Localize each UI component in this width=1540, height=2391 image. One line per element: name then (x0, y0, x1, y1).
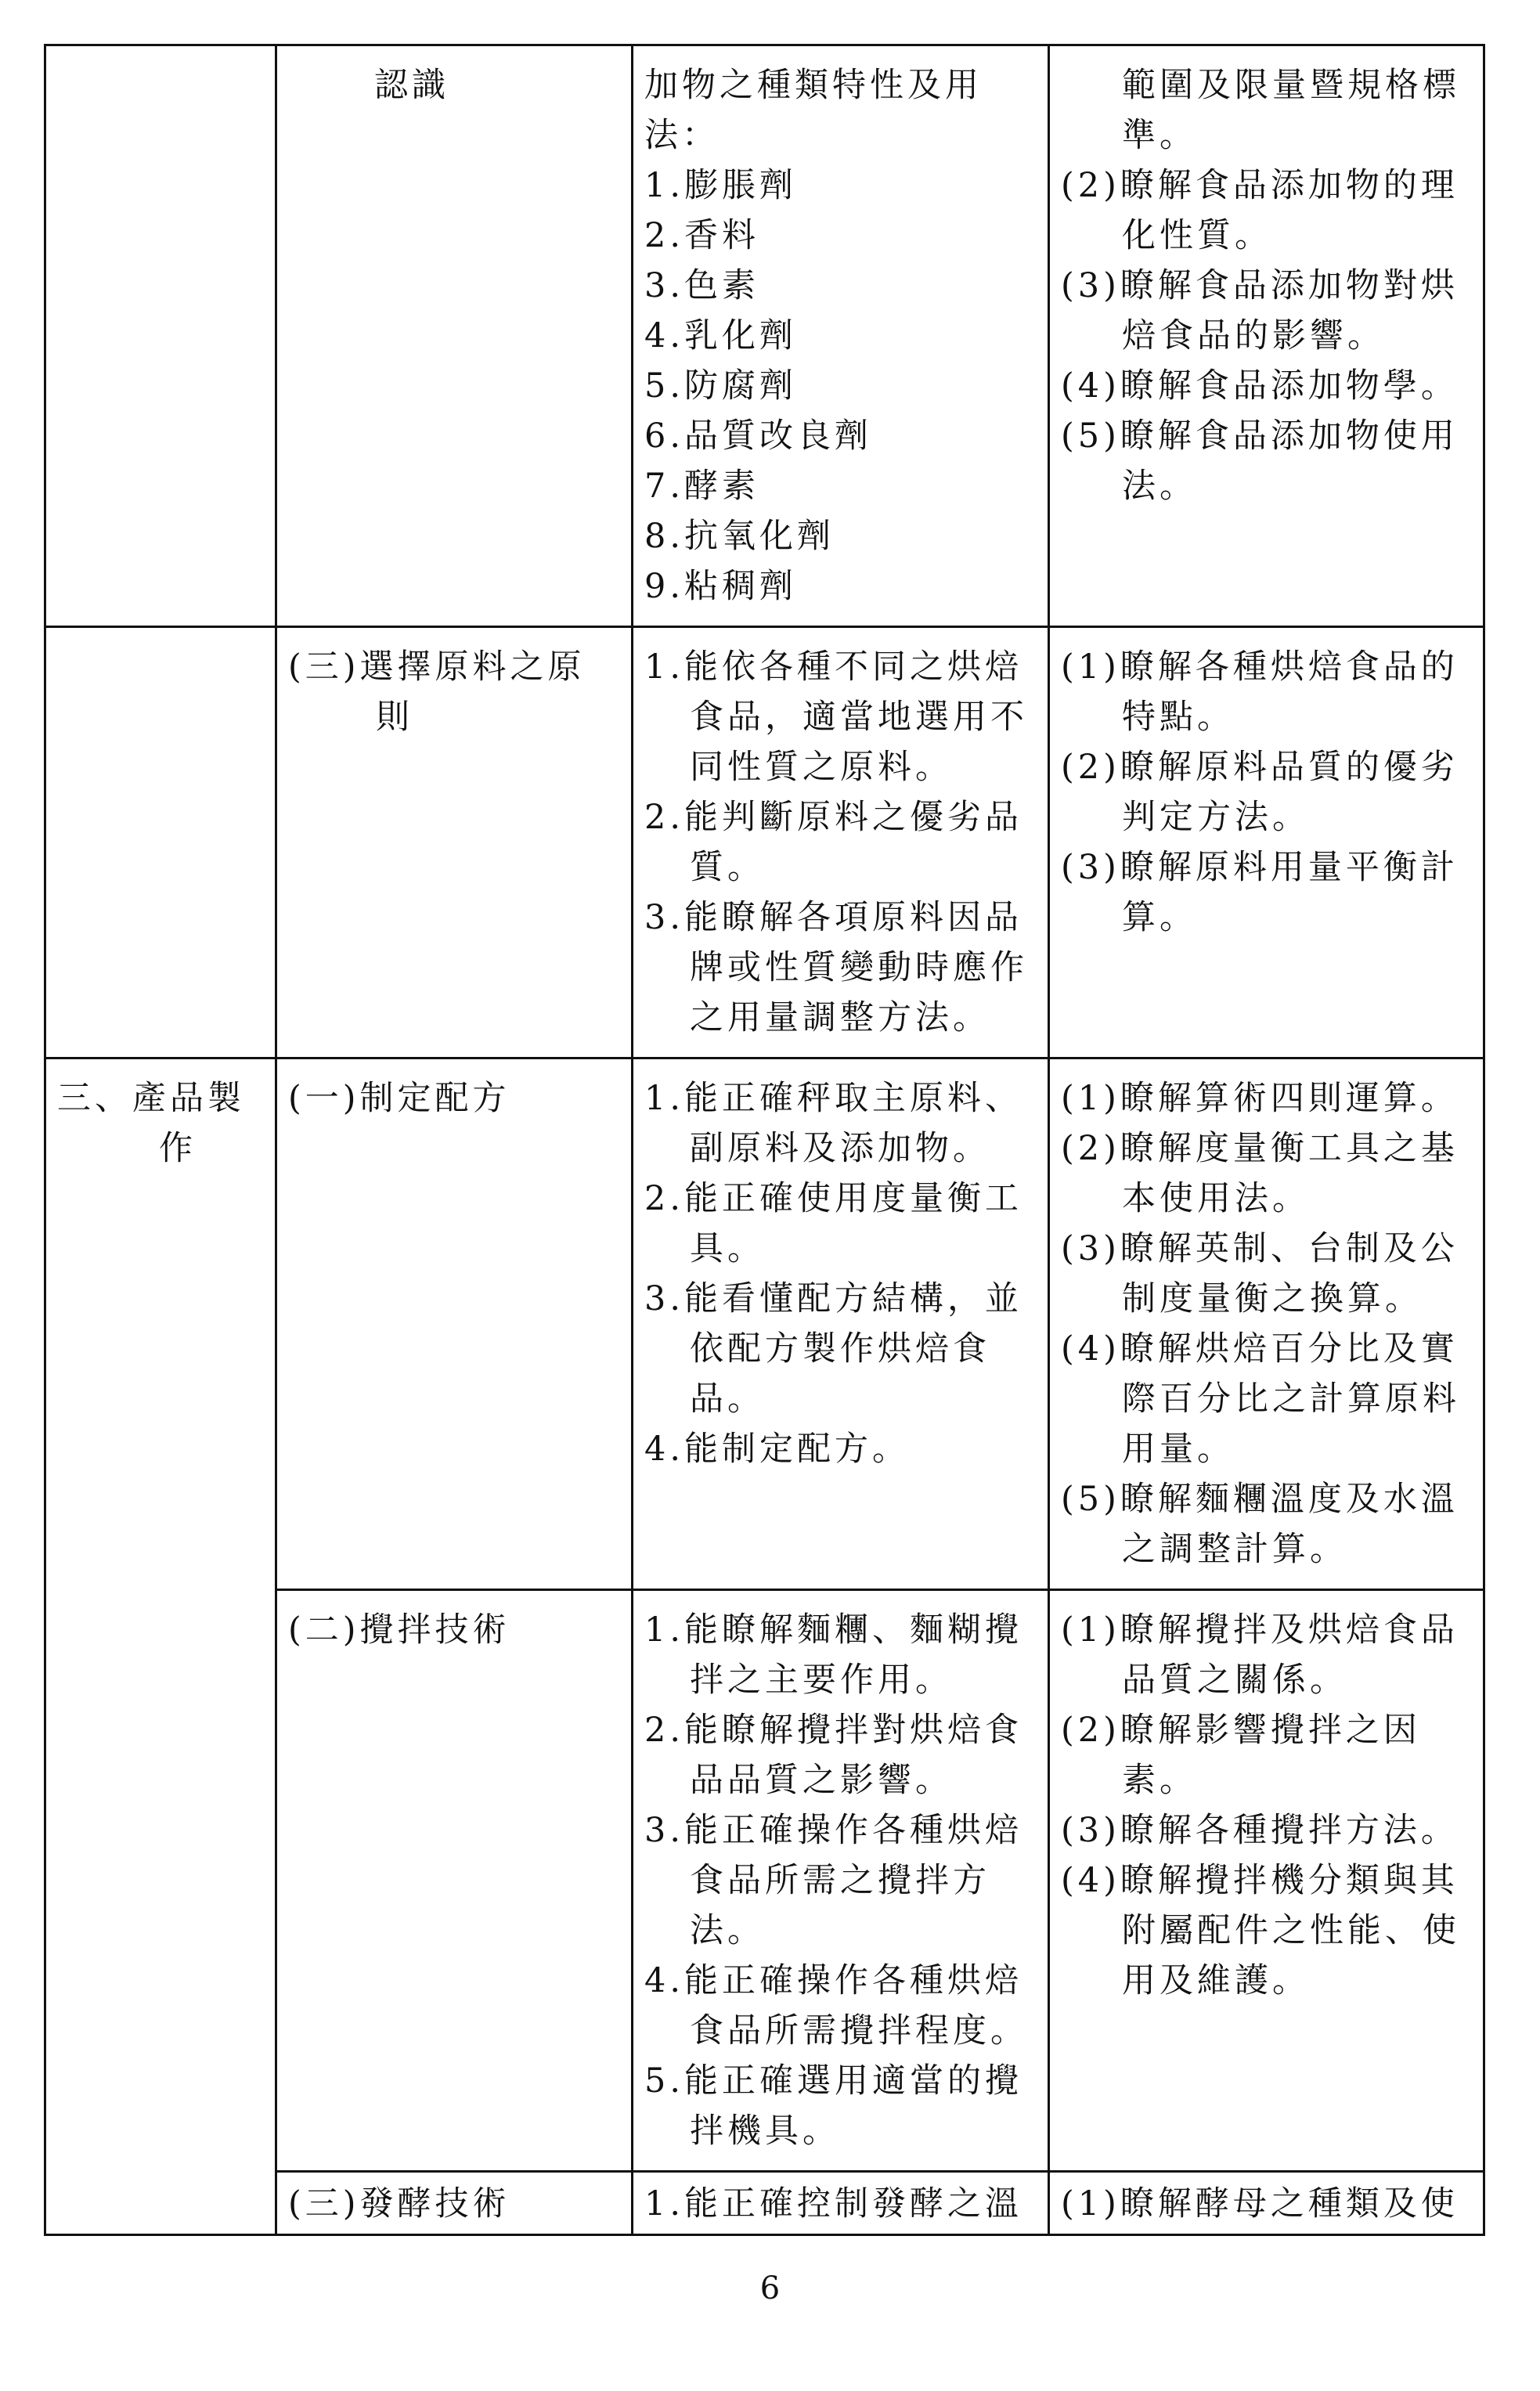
capability-item: (3)瞭解英制、台制及公 (1061, 1229, 1459, 1268)
indicator-item: 4.能制定配方。 (644, 1430, 911, 1469)
category-cell (45, 627, 276, 1058)
indicator-line: 質。 (690, 848, 765, 887)
indicator-line: 食品，適當地選用不 (690, 698, 1028, 737)
capability-line: 化性質。 (1122, 216, 1272, 255)
capability-line: 素。 (1122, 1761, 1197, 1800)
capability-line: 本使用法。 (1122, 1179, 1310, 1218)
capability-line: 法。 (1122, 467, 1197, 506)
capability-line: 用量。 (1122, 1430, 1235, 1469)
category-text: 作 (159, 1129, 197, 1168)
table-row (45, 1058, 1484, 1590)
capability-line: 際百分比之計算原料 (1122, 1379, 1460, 1419)
category-cell (45, 45, 276, 627)
indicator-line: 副原料及添加物。 (690, 1129, 990, 1168)
capability-item: (2)瞭解食品添加物的理 (1061, 166, 1459, 205)
indicator-item: 5.能正確選用適當的攪 (644, 2061, 1023, 2101)
capability-item: (1)瞭解算術四則運算。 (1061, 1079, 1459, 1118)
subject-text: (三)發酵技術 (288, 2184, 510, 2223)
capability-item: (5)瞭解食品添加物使用 (1061, 417, 1459, 456)
indicator-line: 食品所需攪拌程度。 (690, 2011, 1028, 2050)
indicator-line: 法。 (690, 1911, 765, 1950)
indicator-item: 1.能正確控制發酵之溫 (644, 2184, 1023, 2223)
capabilities-cell (1049, 2172, 1484, 2235)
capabilities-cell (1049, 1058, 1484, 1590)
capability-item: (2)瞭解影響攪拌之因 (1061, 1711, 1421, 1750)
indicator-line: 1.膨脹劑 (644, 166, 798, 205)
indicators-cell (633, 1590, 1049, 2172)
table-row (45, 45, 1484, 627)
category-text: 三、產品製 (57, 1079, 245, 1118)
subject-heading (288, 642, 620, 742)
capability-item: (1)瞭解各種烘焙食品的 (1061, 647, 1459, 687)
subject-cell (276, 1058, 633, 1590)
indicator-item: 3.能看懂配方結構，並 (644, 1279, 1023, 1318)
indicator-line: 2.香料 (644, 216, 760, 255)
indicators-cell (633, 2172, 1049, 2235)
indicator-line: 3.色素 (644, 266, 760, 305)
indicators-cell (633, 627, 1049, 1058)
capability-item: (3)瞭解各種攪拌方法。 (1061, 1811, 1459, 1850)
indicator-item: 2.能瞭解攪拌對烘焙食 (644, 1711, 1023, 1750)
indicator-item: 3.能正確操作各種烘焙 (644, 1811, 1023, 1850)
category-heading (57, 1073, 264, 1174)
indicator-item: 2.能判斷原料之優劣品 (644, 798, 1023, 837)
capability-line: 附屬配件之性能、使 (1122, 1911, 1460, 1950)
capabilities-cell (1049, 627, 1484, 1058)
capability-item: (1)瞭解酵母之種類及使 (1061, 2184, 1459, 2223)
capability-item: (1)瞭解攪拌及烘焙食品 (1061, 1610, 1459, 1650)
indicator-line: 4.乳化劑 (644, 316, 798, 355)
capability-item: (2)瞭解度量衡工具之基 (1061, 1129, 1459, 1168)
indicator-line: 品品質之影響。 (690, 1761, 953, 1800)
indicator-item: 1.能瞭解麵糰、麵糊攪 (644, 1610, 1023, 1650)
indicator-line: 具。 (690, 1229, 765, 1268)
indicator-item: 1.能正確秤取主原料、 (644, 1079, 1023, 1118)
capability-item: (4)瞭解食品添加物學。 (1061, 366, 1459, 406)
subject-text: (二)攪拌技術 (288, 1610, 510, 1650)
indicator-line: 加物之種類特性及用 (644, 66, 983, 105)
capability-item: (4)瞭解烘焙百分比及實 (1061, 1329, 1459, 1369)
capability-item: (3)瞭解原料用量平衡計 (1061, 848, 1459, 887)
indicators-cell (633, 45, 1049, 627)
capability-line: 焙食品的影響。 (1122, 316, 1385, 355)
capability-line: 用及維護。 (1122, 1961, 1310, 2000)
capability-item: (3)瞭解食品添加物對烘 (1061, 266, 1459, 305)
indicator-line: 依配方製作烘焙食 (690, 1329, 990, 1369)
subject-cell (276, 627, 633, 1058)
indicator-line: 7.酵素 (644, 467, 760, 506)
curriculum-table (44, 44, 1485, 2236)
indicator-item: 2.能正確使用度量衡工 (644, 1179, 1023, 1218)
capability-line: 判定方法。 (1122, 798, 1310, 837)
capability-line: 準。 (1122, 116, 1197, 155)
subject-text: 認識 (374, 66, 449, 105)
indicators-cell (633, 1058, 1049, 1590)
subject-text: (三)選擇原料之原 (288, 647, 586, 687)
indicator-line: 品。 (690, 1379, 765, 1419)
indicator-line: 同性質之原料。 (690, 748, 953, 787)
capabilities-cell (1049, 45, 1484, 627)
capability-item: (4)瞭解攪拌機分類與其 (1061, 1861, 1459, 1900)
indicator-line: 拌機具。 (690, 2112, 840, 2151)
subject-cell (276, 1590, 633, 2172)
indicator-line: 8.抗氧化劑 (644, 517, 835, 556)
indicator-line: 牌或性質變動時應作 (690, 948, 1028, 987)
capability-item: (2)瞭解原料品質的優劣 (1061, 748, 1459, 787)
page-number: 6 (759, 2270, 781, 2306)
indicator-line: 9.粘稠劑 (644, 567, 798, 606)
capability-item: (5)瞭解麵糰溫度及水溫 (1061, 1480, 1459, 1519)
capability-line: 特點。 (1122, 698, 1235, 737)
capability-line: 品質之關係。 (1122, 1661, 1347, 1700)
subject-cell (276, 45, 633, 627)
capability-line: 制度量衡之換算。 (1122, 1279, 1423, 1318)
indicator-line: 之用量調整方法。 (690, 998, 990, 1037)
table-row (45, 627, 1484, 1058)
indicator-line: 6.品質改良劑 (644, 417, 873, 456)
indicator-line: 食品所需之攪拌方 (690, 1861, 990, 1900)
indicator-item: 4.能正確操作各種烘焙 (644, 1961, 1023, 2000)
capability-line: 算。 (1122, 898, 1197, 937)
indicator-item: 3.能瞭解各項原料因品 (644, 898, 1023, 937)
indicator-line: 法： (644, 116, 720, 155)
subject-cell (276, 2172, 633, 2235)
capability-line: 範圍及限量暨規格標 (1122, 66, 1460, 105)
indicator-line: 拌之主要作用。 (690, 1661, 953, 1700)
indicator-item: 1.能依各種不同之烘焙 (644, 647, 1023, 687)
indicator-line: 5.防腐劑 (644, 366, 798, 406)
capability-line: 之調整計算。 (1122, 1530, 1347, 1569)
capabilities-cell (1049, 1590, 1484, 2172)
subject-text: 則 (376, 698, 413, 737)
category-cell (45, 1058, 276, 2235)
subject-text: (一)制定配方 (288, 1079, 510, 1118)
